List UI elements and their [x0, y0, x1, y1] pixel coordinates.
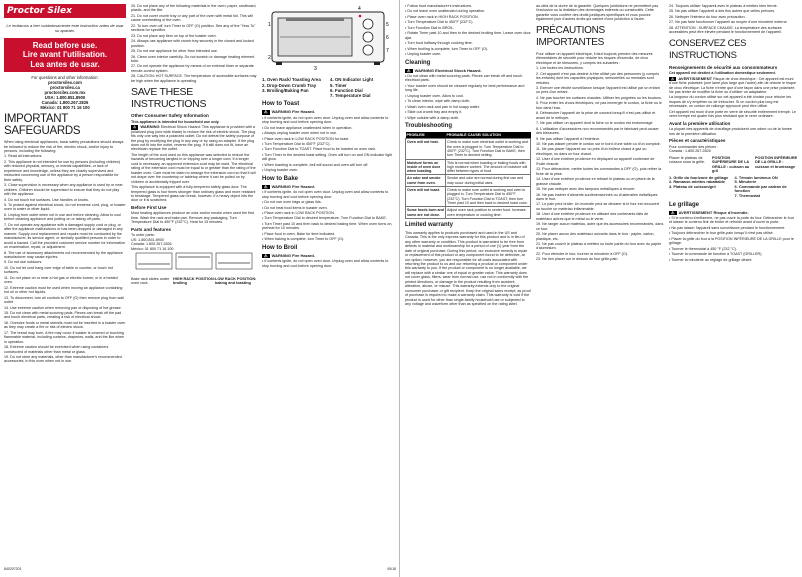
fr-toast-heading: Le grillage — [669, 201, 700, 208]
list-item: • Turn Function Dial to TOAST. Place food to be toasted on oven rack. — [262, 147, 377, 152]
warranty-text: This warranty applies to products purchased and used in the US and Canada. This is the only express warranty for this product and is in lieu of any other warranty or condition. This product is warranted to be free from defects in material and workmanship for a period of one (1) year from the date of original purchase. During this period, our exclusive remedy is repair or replacement of this product or any component found to be defective, at our option; however, you are responsible for all costs associated with returning the product to us and our returning a product or component under this warranty to you. If the product or component is no longer available, we will replace with a similar one of equal or greater value. This warranty does not cover glass, filters, wear from normal use, use not in conformity with the printed directions, or damage to the product resulting from accident, alteration, abuse, or misuse. This warranty extends only to the original consumer purchaser or gift recipient. Keep the original sales receipt, as proof of purchase is required to make a warranty claim. This warranty is void if the product is used for other than single-family household use or subjected to any voltage and waveform other than as specified on the rating label. — [405, 230, 531, 307]
list-item: 12. Extreme caution must be used when moving an appliance containing hot oil or other hot liquids. — [4, 285, 123, 295]
list-item: 4. Do not touch hot surfaces. Use handles or knobs. — [4, 197, 89, 202]
safeguards-intro: When using electrical appliances, basic safety precautions should always be followed to reduce the risk of fire, electric shock, and/or injury to persons, including the following: — [4, 140, 124, 153]
doc-footer-right — [262, 567, 396, 571]
fr-precautions-list-b — [669, 4, 798, 35]
broil-steps-continued — [405, 4, 531, 57]
svg-text:5: 5 — [386, 22, 389, 28]
problem-cell: Some foods burn and some are not done. — [407, 208, 444, 217]
list-item: 17. The bread may burn. A fire may occur if toaster is covered or touching flammable material, including curtains, draperies, walls, and the like when in operation. — [4, 330, 125, 344]
list-item: 27. Ne pas faire fonctionner l'appareil au moyen d'une minuterie externe. — [669, 20, 788, 25]
list-item: 20. Do not place any of the following materials in the oven: paper, cardboard, plastic, and the like. — [131, 4, 257, 13]
first-use-heading: Before First Use — [131, 204, 167, 210]
list-item: • Wash oven rack and pan in hot soapy water. — [405, 104, 480, 109]
legend-item: 3. Broiling/Baking Pan — [262, 87, 309, 93]
url-us: proctorsilex.com — [48, 80, 82, 86]
fr-legend-item: 4. Témoin lumineux ON — [734, 174, 778, 180]
table-header-problem: PROBLEM — [406, 132, 446, 139]
fr-rack-label: POSITION SUPÉRIEURE DE LA GRILLE : cuisson au gril — [712, 155, 750, 174]
problem-cell: Moisture forms on inside of oven door when toasting. — [406, 159, 446, 175]
warning-icon: ⚠ — [133, 125, 137, 130]
list-item: 3. Exercer une étroite surveillance lorsque l'appareil est utilisé par un enfant ou près d'un enfant. — [536, 85, 660, 95]
list-item: 28. CAUTION: HOT SURFACE. The temperature of accessible surfaces may be high when the appliance is operating. — [131, 74, 257, 83]
list-item: • Unplug toaster oven. Allow to cool. — [405, 93, 464, 98]
fr-legend-item: 5. Minuterie — [734, 179, 757, 185]
toast-steps — [262, 116, 396, 173]
list-item: 23. Ne rien placer sur le dessus du four grille-pain. — [536, 257, 619, 262]
problem-cell: An odor and smoke come from oven. — [406, 175, 446, 187]
svg-text:6: 6 — [386, 35, 389, 41]
table-header-solution: PROBABLE CAUSE/ SOLUTION — [446, 132, 531, 139]
table-row — [406, 187, 531, 207]
banner-fr: Lire avant l'utilisation. — [22, 50, 108, 60]
list-item: 18. User d'une extrême prudence en utilisant des contenants faits de matériaux autres que le métal ou le verre. — [536, 212, 649, 221]
list-item: • Follow food manufacturer's instructions. — [405, 4, 473, 8]
banner-en: Read before use. — [32, 40, 98, 50]
list-item: • Turn Temperature Dial to 450°F (232°C). — [262, 141, 331, 146]
list-item: • Unplug toaster oven. — [405, 52, 442, 57]
list-item: 8. L'utilisation d'accessoires non recommandés par le fabricant peut causer des blessures. — [536, 126, 659, 136]
parts-heading: Parts and features — [131, 226, 172, 232]
fr-rack-label: Placer le plateau de cuisson sous la grille. — [669, 155, 706, 165]
list-item: 23. Do not place any item on top of the toaster oven. — [131, 33, 217, 38]
safeguards-heading: IMPORTANT SAFEGUARDS — [4, 113, 81, 138]
table-row — [406, 207, 531, 219]
list-item: • Your toaster oven should be cleaned regularly for best performance and long life. — [405, 83, 525, 93]
fire-hazard-label: Fire Hazard. — [292, 109, 315, 115]
list-item: • Always unplug toaster oven when not in use. — [262, 131, 338, 136]
fr-rack-label: POSITION INFÉRIEURE DE LA GRILLE : cuisson et brunissage — [755, 155, 798, 169]
list-item: • Place oven rack in LOW RACK POSITION for toast. — [262, 136, 350, 141]
column-fr-instructions — [669, 4, 798, 573]
column-howto — [262, 4, 396, 573]
list-item: • If contents ignite, do not open oven door. Unplug oven and allow contents to stop burning and cool before opening door. — [262, 259, 389, 268]
fr-legend-item: 2. Ramasse-miettes rabattable — [669, 179, 726, 185]
intro-spanish-note: Le invitamos a leer cuidadosamente este instructivo antes de usar su aparato. — [6, 23, 124, 33]
list-item: • Turn Function Dial to BROIL. — [405, 25, 455, 30]
doc-code: 840207201 — [4, 566, 22, 571]
list-item: 26. Clean oven interior carefully. Do not scratch or damage heating element tube. — [131, 54, 255, 63]
list-item: 7. Do not operate any appliance with a damaged supply cord or plug, or after the appliance malfunctions or has been dropped or damaged in any manner. Supply cord replacement and repairs must be conducted by the manufacturer, its service agent, or similarly qualified persons in order to avoid a hazard. Call the provided customer service number for information on examination, repair, or adjustment. — [4, 222, 125, 250]
cleaning-warning — [405, 69, 531, 73]
fr-warning-label: AVERTISSEMENT — [678, 209, 713, 215]
parts-legend — [262, 77, 396, 98]
list-item: 24. Always use appliance with crumb tray securely in the closed and locked position. — [131, 39, 254, 48]
list-item: 19. Do not store any materials, other than manufacturer's recommended accessories, in this oven when not in use. — [4, 355, 122, 364]
fr-glass-text: Cet appareil est muni d'une porte en verre de sécurité entièrement trempé. Le verre trempé est quatre fois plus résistant que le verre ordinaire. — [669, 109, 796, 119]
legend-item: 5. Timer — [330, 82, 347, 88]
rack-label-bake: Bake rack slides under oven rack. — [131, 276, 170, 286]
how-to-toast-heading: How to Toast — [262, 101, 300, 108]
warning-icon: ⚠ — [264, 183, 268, 189]
list-item: 2. Cet appareil n'est pas destiné à être utilisé par des personnes (y compris les enfants) dont les capacités physiques, sensorielles ou mentales sont réduites. — [536, 71, 660, 85]
fr-consumer-heading: Renseignements de sécurité aux consommateurs — [669, 64, 778, 70]
list-item: 14. Use extreme caution when removing pan or disposing of hot grease. — [4, 305, 122, 310]
phone-ca: Canada: 1.800.267.2826 — [41, 100, 89, 106]
solution-cell: Check to make sure outlet is working and oven is plugged in. Turn Temperature Dial to 450°F (232°C). Turn Function Dial to TOAST, then turn Timer past 10 and then back to desired toast color. — [446, 187, 531, 207]
cleaning-warning-text: Electrical Shock Hazard. — [435, 67, 482, 73]
list-item: 11. Do not place on or near a hot gas or electric burner, or in a heated oven. — [4, 275, 118, 285]
order-parts-label: To order parts: — [131, 233, 155, 238]
list-item: 16. Ne pas insérer d'aliments surdimensionnés ou d'ustensiles métalliques dans le four. — [536, 192, 658, 201]
column-instructions — [131, 4, 257, 573]
list-item: • Turn Temperature Dial to desired temperature. Turn Function Dial to BAKE. — [262, 216, 387, 221]
list-item: • Si le contenu s'enflamme, ne pas ouvrir la porte du four. Débrancher le four et laisser le contenu finir de brûler et refroidir avant d'ouvrir la porte. — [669, 215, 794, 225]
first-use-text: Most heating appliances produce an odor and/or smoke when used the first time. Wash the rack and bake pan. Remove any packaging. Turn Temperature Dial to 450°F (232°C). Heat for 15 minutes. — [131, 211, 254, 225]
list-item: 3. Close supervision is necessary when any appliance is used by or near children. Children should be supervised to ensure that they do not play with the appliance. — [4, 183, 123, 197]
solution-cell: Smoke and odor are normal during first use and may occur during initial uses. — [446, 175, 531, 187]
rack-positions-illustration — [131, 251, 257, 273]
warning-label: WARNING — [140, 124, 160, 130]
problem-cell: Oven will not heat. — [406, 139, 446, 159]
fr-parts-heading: Pièces et caractéristiques — [669, 138, 726, 144]
order-phone-us: US: 1.800.851.8900 — [131, 237, 164, 242]
list-item: 1. Lire toutes les instructions. — [536, 66, 584, 71]
table-row — [406, 159, 531, 175]
list-item: • Placer la grille du four à la POSITION INFÉRIEURE DE LA GRILLE pour le grillage. — [669, 236, 794, 246]
fr-warning-label: AVERTISSEMENT — [678, 75, 713, 81]
list-item: 2. This appliance is not intended for use by persons (including children) with reduced physical, sensory, or mental capabilities, or lack of experience and knowledge, unless they are closely supervised and instructed concerning use of the appliance by a person responsible for their safety. — [4, 159, 121, 182]
fr-precautions-intro: Pour utiliser un appareil électrique, il faut toujours prendre des mesures élémentaires de sécurité pour réduire les risques d'incendie, de choc électrique et de blessures, y compris les suivantes : — [536, 51, 653, 65]
list-item: 18. Extreme caution should be exercised when using containers constructed of materials other than metal or glass. — [4, 345, 109, 354]
warning-label: WARNING — [271, 183, 291, 189]
warning-label: WARNING — [271, 252, 291, 258]
phone-mx: México: 01 800 71 16 100 — [40, 105, 90, 111]
fr-legend-item: 3. Plateau de cuisson/gril — [669, 183, 716, 189]
list-item: 9. Ne pas utiliser l'appareil à l'extérieur. — [536, 136, 600, 141]
legend-item: 1. Oven Rack/ Toasting Area — [262, 77, 321, 83]
cleaning-steps — [405, 74, 531, 120]
list-item: 15. Ne pas nettoyer avec des tampons métalliques à récurer. — [536, 187, 636, 192]
contact-block — [4, 75, 126, 110]
list-item: • Tourner le thermostat à 450 °F (232 °C). — [669, 246, 737, 251]
fr-rack-labels — [669, 156, 798, 174]
fr-warranty-text: au-delà de la durée de la garantie. Quelques juridictions ne permettent pas l'exclusion ou la limitation des dommages indirects ou consécutifs. Cette garantie vous confère des droits juridiques spécifiques et vous pouvez également jouir d'autres droits qui varient d'une juridiction à l'autre. — [536, 4, 659, 22]
troubleshooting-heading: Troubleshooting — [405, 123, 452, 130]
list-item: 26. Nettoyer l'intérieur du four avec précaution. — [669, 14, 746, 19]
list-item: 25. Do not use appliance for other than intended use. — [131, 49, 218, 54]
brand-logo-text: Proctor Silex — [7, 6, 72, 16]
warning-icon: ⚠ — [264, 252, 268, 258]
list-item: 24. Toujours utiliser l'appareil avec le plateau à miettes bien fermé. — [669, 4, 778, 8]
fr-shock-text: Risque de choc électrique : Cet appareil est muni d'une fiche polarisée (une lame plus large que l'autre) afin de réduire le risque de choc électrique. La fiche n'entre que d'une façon dans une prise polarisée. Ne pas tenter de modifier la fiche ou d'utiliser un adaptateur. — [669, 76, 797, 95]
fr-fire-label: Risque d'incendie. — [713, 209, 749, 215]
list-item: • Tourner la minuterie au réglage de grillage désiré. — [669, 257, 753, 262]
problem-cell: Oven will not toast. — [406, 187, 446, 207]
toaster-oven-illustration — [262, 4, 396, 74]
consumer-info-heading: Other Consumer Safety Information — [131, 113, 209, 119]
troubleshooting-table — [405, 132, 531, 219]
list-item: 5. Pour éviter les chocs électriques, ne pas immerger le cordon, la fiche ou le four dans l'eau. — [536, 101, 662, 110]
warning-icon: ⚠ — [671, 76, 675, 81]
list-item: 22. To turn oven off, turn Timer to OFF (O) position. See any of the "How To" sections for specifics. — [131, 23, 256, 33]
list-item: • Place oven rack in HIGH RACK POSITION. — [405, 14, 479, 19]
list-item: 7. Ne pas utiliser un appareil dont la fiche ou le cordon est endommagé. — [536, 121, 654, 126]
solution-cell: Adjust oven rack position to center food. Increase oven temperature or cooking time. — [446, 207, 531, 219]
warning-icon: ⚠ — [264, 109, 268, 115]
list-item: 12. User d'une extrême prudence en déplaçant un appareil contenant de l'huile chaude. — [536, 157, 655, 166]
phone-us: USA: 1.800.851.8900 — [44, 95, 86, 101]
list-item: • Turn food halfway through cooking time. — [405, 41, 473, 46]
list-item: 10. Do not let cord hang over edge of table or counter, or touch hot surfaces. — [4, 265, 113, 275]
list-item: 20. Ne placer aucun des matériaux suivants dans le four : papier, carton, plastique, etc. — [536, 232, 655, 241]
list-item: • Turn Timer to the desired toast setting. Oven will turn on and ON indicator light will glow. — [262, 152, 393, 162]
rack-label-low: LOW RACK POSITION: baking and toasting — [215, 276, 257, 286]
list-item: • Unplug toaster oven. — [262, 168, 299, 173]
cord-text: The length of the cord used on this appliance was selected to reduce the hazards of becoming tangled in or tripping over a longer cord. If a longer cord is necessary, an approved extension cord may be used. The electrical rating of the extension cord must be equal to or greater than the rating of the toaster oven. Care must be taken to arrange the extension cord so that it will not drape over the countertop or tabletop where it can be pulled on by children or accidentally tripped over. — [131, 152, 256, 184]
list-item: • Place food in oven. Bake for time indicated. — [262, 231, 336, 236]
banner-es: Lea antes de usar. — [30, 59, 100, 69]
list-item: 21. Ne pas couvrir le plateau à miettes ou toute partie du four avec du papier d'aluminium. — [536, 242, 662, 251]
fr-precautions-heading: PRÉCAUTIONS IMPORTANTES — [536, 24, 605, 48]
list-item: • Turn Temperature Dial to 450°F (232°C). — [405, 20, 474, 25]
rack-position-labels — [131, 277, 257, 286]
fr-fire-warning — [669, 211, 798, 215]
fr-household-note: Cet appareil est destiné à l'utilisation domestique seulement. — [669, 71, 776, 76]
legend-item: 7. Temperature Dial — [330, 93, 371, 99]
list-item: 15. Do not clean with metal scouring pads. Pieces can break off the pad and touch electrical parts, creating a risk of electrical shock. — [4, 310, 122, 320]
order-phone-ca: Canada: 1.800.267.2826 — [131, 242, 172, 247]
list-item: 22. Pour éteindre le four, tourner la minuterie à OFF (O). — [536, 251, 629, 256]
toast-fire-warning — [262, 110, 396, 114]
fr-order-label: Pour commander des pièces : — [669, 144, 718, 149]
fr-cord-text: La longueur du cordon utilisé sur cet appareil a été choisie pour réduire les risques de s'y empêtrer ou de trébucher. Si un cordon plus long est nécessaire, un cordon de rallonge approuvé peut être utilisé. — [669, 95, 791, 109]
list-item: • To clean interior, wipe with damp cloth. — [405, 99, 471, 104]
manual-page-left — [0, 0, 400, 577]
list-item: • Ne pas laisser l'appareil sans surveillance pendant le fonctionnement. — [669, 225, 786, 230]
fr-first-use-text: La plupart des appareils de chauffage produisent une odeur ou de la fumée lors de la première utilisation. — [669, 127, 792, 136]
list-item: • Do not heat food items in toaster oven. — [262, 205, 328, 210]
list-item: 14. User d'une extrême prudence en retirant le plateau ou en jetant de la graisse chaude. — [536, 177, 655, 186]
fr-toast-steps — [669, 216, 798, 262]
warning-icon: ⚠ — [407, 67, 411, 73]
list-item: • Place oven rack in LOW RACK POSITION. — [262, 210, 335, 215]
broil-fire-warning — [262, 254, 396, 258]
fr-legend-item: 6. Commande par cadran de fonction — [734, 183, 787, 194]
list-item: 9. Do not use outdoors. — [4, 260, 43, 265]
broil-steps — [262, 259, 396, 268]
save-instructions-heading: SAVE THESE INSTRUCTIONS — [131, 86, 207, 111]
household-use-note: This appliance is intended for household use only. — [131, 119, 220, 124]
list-item: • When broiling is complete, turn Timer to OFF (O). — [405, 46, 489, 51]
legend-item: 4. ON Indicator Light — [330, 77, 374, 83]
manual-page-right — [401, 0, 802, 577]
list-item: • When toasting is complete, bell will sound and oven will turn off. — [262, 162, 369, 167]
fr-legend-item: 1. Grille du four/zone de grillage — [669, 174, 729, 180]
bake-steps — [262, 190, 396, 242]
list-item: 8. The use of accessory attachments not recommended by the appliance manufacturer may cause injuries. — [4, 250, 123, 259]
fire-hazard-label: Fire Hazard. — [292, 252, 315, 258]
safeguards-list-a — [4, 154, 126, 363]
svg-text:2: 2 — [268, 55, 271, 61]
table-row — [406, 139, 531, 159]
fr-parts-legend — [669, 176, 798, 199]
list-item: • Tourner la commande de fonction à TOAST (GRILLER). — [669, 252, 763, 257]
list-item: • Do not clean with metal scouring pads. Pieces can break off and touch electrical parts. — [405, 73, 523, 83]
svg-text:3: 3 — [314, 66, 317, 72]
column-fr-precautions — [536, 4, 664, 573]
list-item: • Wipe outside with a damp cloth. — [405, 115, 460, 120]
list-item: • Toujours débrancher le four grille-pain lorsqu'il n'est pas utilisé. — [669, 231, 774, 236]
list-item: 1. Read all instructions. — [4, 154, 43, 159]
list-item: 10. Ne pas laisser pendre le cordon sur le bord d'une table ou d'un comptoir. — [536, 141, 661, 146]
fire-hazard-label: Fire Hazard. — [292, 183, 315, 189]
list-item: 28. ATTENTION : SURFACE CHAUDE. La température des surfaces accessibles peut être élevée pendant le fonctionnement de l'appareil. — [669, 25, 782, 35]
contact-heading: For questions and other information: — [31, 75, 99, 81]
doc-footer — [4, 567, 126, 571]
doc-date: 09/18 — [387, 566, 396, 571]
url-ca: proctorsilex.ca — [50, 85, 80, 91]
solution-cell: This is normal when toasting or baking foods with high moisture content. The amount of moisture will differ between types of food. — [446, 159, 531, 175]
fr-order-phone: Canada : 1.800.267.2826 — [669, 149, 711, 154]
warning-label: WARNING — [271, 109, 291, 115]
fr-legend-item: 7. Thermostat — [734, 192, 761, 198]
list-item: • If contents ignite, do not open oven door. Unplug oven and allow contents to stop burning and cool before opening door. — [262, 190, 389, 199]
rack-label-high: HIGH RACK POSITION: broiling — [173, 276, 215, 286]
legend-item: 2. Drop-Down Crumb Tray — [262, 82, 317, 88]
svg-text:7: 7 — [386, 48, 389, 54]
shock-text: Electrical Shock Hazard: This appliance is provided with a polarized plug (one wide blade) to reduce the risk of electric shock. The plug fits only one way into a polarized outlet. Do not defeat the safety purpose of the plug by modifying the plug in any way or by using an adapter. If the plug does not fit into the outlet, reverse the plug. If it still does not fit, have an electrician replace the outlet. — [131, 125, 256, 152]
url-mx: proctorsilex.com.mx — [44, 90, 86, 96]
list-item: 13. Pour débrancher, mettre toutes les commandes à OFF (O), puis retirer la fiche de la prise. — [536, 167, 662, 176]
list-item: 17. Le pain peut brûler. Un incendie peut se déclarer si le four est recouvert ou touche un matériau inflammable. — [536, 202, 659, 211]
list-item: 25. Ne pas utiliser l'appareil à des fins autres que celles prévues. — [669, 9, 776, 14]
list-item: 27. Do not operate the appliance by means of an external timer or separate remote-control system. — [131, 64, 254, 73]
cleaning-heading: Cleaning — [405, 59, 431, 66]
bake-fire-warning — [262, 185, 396, 189]
column-cleaning — [405, 4, 531, 573]
list-item: 21. Do not cover crumb tray or any part of the oven with metal foil. This will cause overheating of the oven. — [131, 13, 253, 23]
warranty-heading: Limited warranty — [405, 221, 454, 228]
warning-icon: ⚠ — [671, 209, 675, 215]
fr-first-use-heading: Avant la première utilisation — [669, 120, 731, 126]
svg-text:1: 1 — [268, 22, 271, 28]
column-safeguards — [4, 4, 126, 573]
list-item: • If contents ignite, do not open oven door. Unplug oven and allow contents to stop burning and cool before opening door. — [262, 115, 389, 125]
list-item: • Turn Timer past 10 and then back to desired baking time. When oven turns on, preheat for 10 minutes. — [262, 221, 393, 231]
fr-save-instructions-heading: CONSERVEZ CES INSTRUCTIONS — [669, 37, 747, 61]
list-item: • Do not leave appliance unattended when in operation. — [262, 125, 353, 130]
list-item: 4. Ne pas toucher les surfaces chaudes. Utiliser les poignées ou les boutons. — [536, 95, 662, 100]
list-item: 6. Unplug from outlet when not in use and before cleaning. Allow to cool before cleaning appliance and putting on or taking off parts. — [4, 212, 122, 222]
svg-text:4: 4 — [358, 6, 361, 12]
list-item: • Rotate Timer past 10 and then to the desired broiling time. Leave oven door ajar. — [405, 31, 531, 40]
list-item: 5. To protect against electrical shock, do not immerse cord, plug, or toaster oven in water or other liquid. — [4, 202, 126, 212]
list-item: 16. Oversize foods or metal utensils must not be inserted in a toaster oven as they may create a fire or risk of electric shock. — [4, 320, 126, 330]
solution-cell: Check to make sure electrical outlet is working and the oven is plugged in. Turn Temperature Dial to 450°F (232°C). Turn Function Dial to BAKE, then turn Timer to desired setting. — [446, 139, 531, 159]
how-to-bake-heading: How to Bake — [262, 175, 299, 182]
shock-warning — [131, 125, 257, 152]
list-item: 19. Ne ranger aucun matériau, autre que les accessoires recommandés, dans ce four. — [536, 222, 664, 231]
legend-item: 6. Function Dial — [330, 87, 363, 93]
list-item: • When baking is complete, turn Timer to OFF (O). — [262, 237, 345, 242]
safeguards-list-b — [131, 4, 257, 83]
table-row — [406, 175, 531, 187]
list-item: • Do not use oven bags or glass lids. — [262, 200, 322, 205]
read-before-use-banner — [4, 38, 126, 73]
glass-text: This appliance is equipped with a fully-tempered safety glass door. The tempered glass is four times stronger than ordinary glass and more resistant to breakage. Tempered glass can break, however, if a heavy object hits the door or it is scratched. — [131, 185, 256, 203]
how-to-broil-heading: How to Broil — [262, 244, 298, 251]
warning-label: WARNING — [414, 67, 434, 73]
list-item: 6. Débrancher l'appareil de la prise de courant lorsqu'il n'est pas utilisé et avant de le nettoyer. — [536, 111, 656, 120]
order-phone-mx: México: 01 800 71 16 100 — [131, 246, 174, 251]
brand-logo — [4, 4, 126, 18]
list-item: • Slide out crumb tray and empty it. — [405, 110, 463, 115]
fr-precautions-list — [536, 66, 664, 262]
list-item: • Do not leave oven unattended during operation. — [405, 9, 486, 14]
list-item: 13. To disconnect, turn all controls to OFF (O) then remove plug from wall outlet. — [4, 295, 124, 305]
fr-shock-warning — [669, 77, 798, 95]
list-item: 11. Ne pas placer l'appareil sur ou près d'un brûleur chaud à gaz ou électrique, ou dans un four chaud. — [536, 147, 647, 156]
